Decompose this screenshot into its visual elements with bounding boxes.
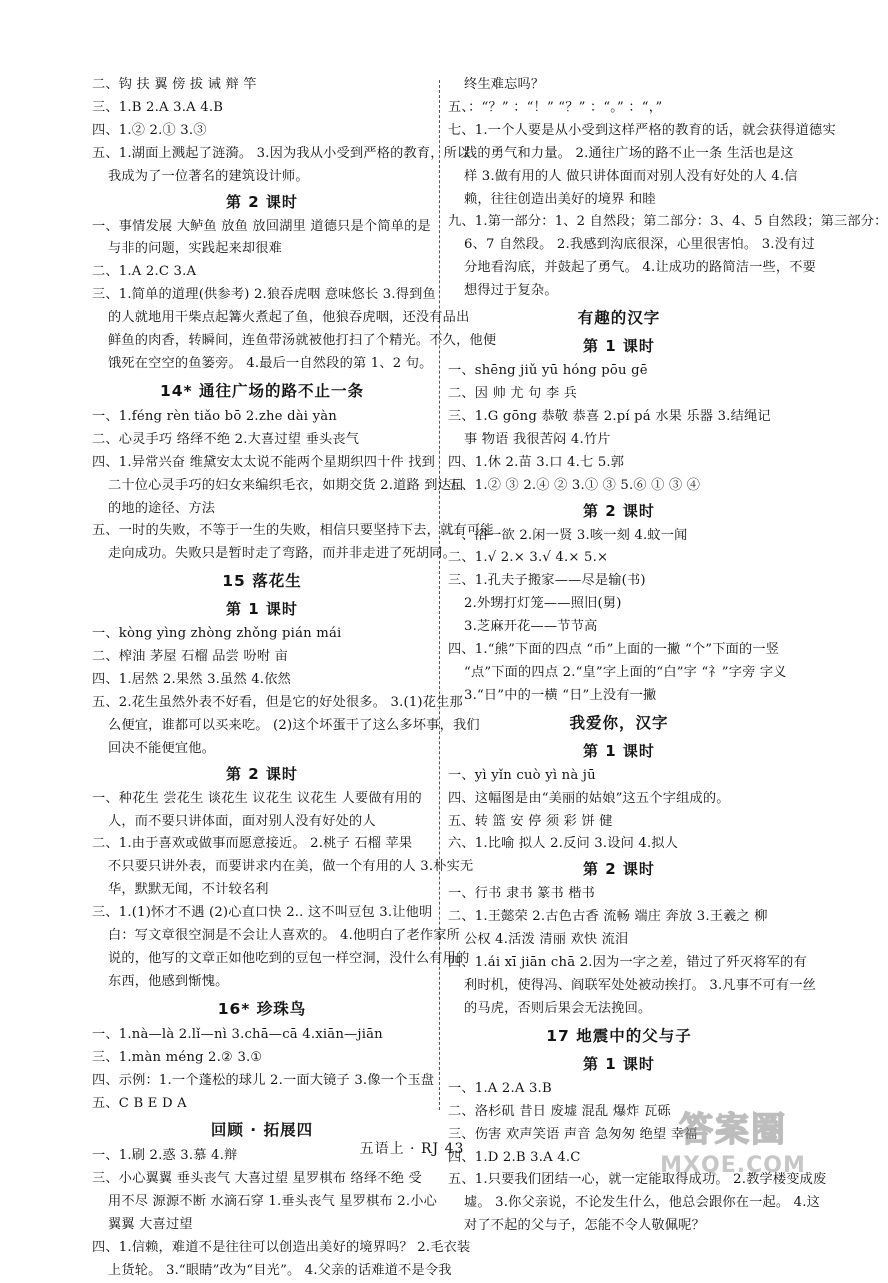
left-line-continued: 人，而不要只讲体面，面对别人没有好处的人: [108, 813, 376, 829]
watermark-logo: [658, 1108, 808, 1192]
right-line-continued: 对了不起的父与子，怎能不令人敬佩呢？: [464, 1218, 705, 1234]
left-line: 三、1.(1)怀才不遇 (2)心直口快 2.. 这不叫豆包 3.让他明: [92, 905, 433, 921]
right-section-heading: 第 2 课时: [583, 501, 655, 520]
right-line: 二、洛杉矶 昔日 废墟 混乱 爆炸 瓦砾: [448, 1103, 671, 1119]
left-line: 四、1.异常兴奋 维黛安太太说不能两个星期织四十件 找到: [92, 454, 436, 470]
watermark-top: 答案圈: [679, 1110, 787, 1150]
left-line-continued: 与非的问题，实践起来却很难: [108, 241, 283, 257]
left-line-continued: 饿死在空空的鱼篓旁。 4.最后一自然段的第 1、2 句。: [108, 355, 433, 371]
left-line: 三、小心翼翼 垂头丧气 大喜过望 星罗棋布 络绎不绝 受: [92, 1171, 422, 1187]
right-line: 二、1.王懿荣 2.古色古香 流畅 端庄 奔放 3.王羲之 柳: [448, 909, 768, 925]
left-line: 五、C B E D A: [92, 1095, 187, 1111]
right-line-continued: “点”下面的四点 2.“皇”字上面的“白”字 “礻”字旁 字义: [464, 664, 787, 680]
left-line: 一、kòng yìng zhòng zhǒng pián mái: [92, 626, 342, 642]
left-section-heading: 第 2 课时: [226, 192, 298, 211]
right-line: 二、1.√ 2.× 3.√ 4.× 5.×: [448, 550, 609, 566]
left-line: 五、2.花生虽然外表不好看，但是它的好处很多。 3.(1)花生那: [92, 694, 463, 710]
left-line: 二、1.由于喜欢或做事而愿意接近。 2.桃子 石榴 苹果: [92, 836, 413, 852]
left-line-continued: 用不尽 源源不断 水滴石穿 1.垂头丧气 星罗棋布 2.小心: [108, 1194, 438, 1210]
page-footer: 五语上 · RJ 43: [359, 1141, 465, 1157]
left-line-continued: 的地的途径、方法: [108, 500, 216, 516]
left-line-continued: 华，默默无闻，不计较名利: [108, 882, 269, 898]
right-lesson-title: 有趣的汉字: [577, 309, 661, 328]
right-line: 四、1.“熊”下面的四点 “币”上面的一撇 “个”下面的一竖: [448, 642, 780, 658]
left-line: 一、1.féng rèn tiǎo bō 2.zhe dài yàn: [92, 408, 337, 424]
left-line-continued: 翼翼 大喜过望: [108, 1217, 193, 1233]
right-line: 二、因 帅 尤 句 李 兵: [448, 385, 578, 401]
left-line: 三、1.简单的道理(供参考) 2.狼吞虎咽 意味悠长 3.得到鱼: [92, 287, 436, 303]
right-line: 一、yì yǐn cuò yì nà jū: [448, 767, 596, 783]
right-line-continued: 墟。 3.你父亲说，不论发生什么，他总会跟你在一起。 4.这: [464, 1195, 821, 1211]
left-lesson-title: 回顾 · 拓展四: [210, 1121, 314, 1140]
left-line: 五、1.湖面上溅起了涟漪。 3.因为我从小受到严格的教育，所以: [92, 145, 471, 161]
right-lesson-title: 我爱你，汉字: [569, 713, 669, 732]
left-line: 四、1.信赖，难道不是往往可以创造出美好的境界吗？ 2.毛衣装: [92, 1240, 471, 1256]
left-line: 二、榨油 茅屋 石榴 品尝 吩咐 亩: [92, 649, 288, 665]
right-line-continued: 3.“日”中的一横 “日”上没有一撇: [464, 687, 657, 703]
left-section-heading: 第 2 课时: [226, 764, 298, 783]
right-line-continued: 事 物语 我很苦闷 4.竹片: [464, 431, 611, 447]
left-line: 二、1.A 2.C 3.A: [92, 264, 197, 280]
left-column: [92, 74, 497, 1283]
right-line-continued: 公权 4.活泼 清丽 欢快 流泪: [464, 932, 629, 948]
right-line: 三、1.G gōng 恭敬 恭喜 2.pí pá 水果 乐器 3.结绳记: [448, 408, 771, 424]
right-line: 一、浴一欲 2.闲一贤 3.咳一刻 4.蚊一闻: [448, 527, 688, 543]
right-line-continued: 3.芝麻开花——节节高: [464, 619, 598, 635]
right-line: 九、1.第一部分：1、2 自然段；第二部分：3、4、5 自然段；第三部分：: [448, 214, 888, 230]
left-line: 二、钩 扶 翼 傍 拔 诫 辩 竿: [92, 77, 257, 92]
right-line: 一、1.A 2.A 3.B: [448, 1080, 552, 1096]
right-line: 六、1.比喻 拟人 2.反问 3.设问 4.拟人: [448, 836, 679, 852]
left-line-continued: 回决不能便宜他。: [108, 740, 216, 756]
left-line-continued: 的人就地用干柴点起篝火煮起了鱼，他狼吞虎咽，还没有品出: [108, 310, 470, 326]
left-line: 五、一时的失败，不等于一生的失败，相信只要坚持下去，就有可能: [92, 523, 494, 539]
left-line-continued: 么便宜，谁都可以买来吃。 (2)这个坏蛋干了这么多坏事，我们: [108, 717, 480, 733]
left-section-heading: 第 1 课时: [226, 600, 298, 619]
left-line: 四、示例：1.一个蓬松的球儿 2.一面大镜子 3.像一个玉盘: [92, 1072, 435, 1088]
right-line-continued: 终生难忘吗？: [464, 77, 545, 92]
right-line-continued: 2.外甥打灯笼——照旧(舅): [464, 596, 622, 612]
right-line: 七、1.一个人要是从小受到这样严格的教育的话，就会获得道德实: [448, 122, 836, 138]
right-line: 四、1.ái xī jiān chā 2.因为一字之差，错过了歼灭将军的有: [448, 955, 807, 971]
right-line-continued: 分地看沟底，并鼓起了勇气。 4.让成功的路简洁一些，不要: [464, 260, 817, 276]
left-line: 一、事情发展 大鲈鱼 放鱼 放回湖里 道德只是个简单的是: [92, 218, 431, 234]
left-line-continued: 白：写文章很空洞是不会让人喜欢的。 4.他明白了老作家所: [108, 928, 461, 944]
left-lesson-title: 14* 通往广场的路不止一条: [159, 381, 365, 400]
left-line: 一、种花生 尝花生 谈花生 议花生 议花生 人要做有用的: [92, 790, 422, 806]
right-lesson-title: 17 地震中的父与子: [546, 1026, 692, 1045]
right-section-heading: 第 1 课时: [583, 741, 655, 760]
left-line: 一、1.刷 2.惑 3.慕 4.辩: [92, 1148, 238, 1164]
right-line: 四、这幅图是由“美丽的姑娘”这五个字组成的。: [448, 790, 730, 806]
left-line-continued: 上货轮。 3.“眼睛”改为“目光”。 4.父亲的话难道不是令我: [108, 1262, 452, 1278]
left-line-continued: 二十位心灵手巧的妇女来编织毛衣，如期交货 2.道路 到达目: [108, 477, 465, 493]
left-line-continued: 走向成功。失败只是暂时走了弯路，而并非走进了死胡同。: [108, 546, 457, 562]
left-line-continued: 鲜鱼的肉香，转瞬间，连鱼带汤就被他打扫了个精光。不久，他便: [108, 333, 497, 349]
right-line-continued: 想得过于复杂。: [464, 283, 558, 299]
left-line: 四、1.② 2.① 3.③: [92, 122, 207, 138]
right-line-continued: 样 3.做有用的人 做只讲体面而对别人没有好处的人 4.信: [464, 168, 798, 184]
right-line-continued: 践的勇气和力量。 2.通往广场的路不止一条 生活也是这: [464, 145, 794, 161]
right-line: 四、1.休 2.苗 3.口 4.七 5.郭: [448, 454, 625, 470]
right-line-continued: 利时机，使得冯、阎联军处处被动挨打。 3.凡事不可有一丝: [464, 978, 817, 993]
watermark-bottom: MXQE.COM: [660, 1153, 806, 1178]
right-line: 五、1.② ③ 2.④ ② 3.① ③ 5.⑥ ① ③ ④: [448, 477, 701, 493]
left-line-continued: 东西，他感到惭愧。: [108, 973, 229, 989]
left-lesson-title: 15 落花生: [222, 572, 302, 591]
right-line: 一、shēng jiǔ yū hóng pōu gē: [448, 363, 648, 379]
right-line: 五、：“？” ：“！” “？” ：“。” ：“，”: [448, 99, 663, 115]
right-line-continued: 6、7 自然段。 2.我感到沟底很深，心里很害怕。 3.没有过: [464, 237, 815, 253]
right-line: 五、转 篮 安 停 须 彩 饼 健: [448, 813, 613, 829]
left-line-continued: 说的，他写的文章正如他吃到的豆包一样空洞，没什么有用的: [108, 951, 470, 966]
right-line-continued: 赖，往往创造出美好的境界 和睦: [464, 191, 656, 207]
left-line: 三、1.màn méng 2.② 3.①: [92, 1049, 263, 1065]
right-line: 五、1.只要我们团结一心，就一定能取得成功。 2.教学楼变成废: [448, 1172, 827, 1188]
left-line: 三、1.B 2.A 3.A 4.B: [92, 99, 224, 115]
right-line-continued: 的马虎，否则后果会无法挽回。: [464, 1000, 652, 1016]
left-line-continued: 不只要只讲外表，而要讲求内在美，做一个有用的人 3.朴实无: [108, 859, 474, 875]
right-line: 四、1.D 2.B 3.A 4.C: [448, 1149, 581, 1165]
left-line: 四、1.居然 2.果然 3.虽然 4.依然: [92, 672, 291, 688]
right-line: 一、行书 隶书 篆书 楷书: [448, 886, 596, 902]
left-line: 一、1.nà—là 2.lǐ—nì 3.chā—cā 4.xiān—jiān: [92, 1026, 383, 1042]
right-section-heading: 第 1 课时: [583, 1054, 655, 1073]
right-line: 三、伤害 欢声笑语 声音 急匆匆 绝望 幸福: [448, 1126, 698, 1142]
right-line: 三、1.孔夫子搬家——尽是输(书): [448, 573, 646, 589]
right-section-heading: 第 1 课时: [583, 337, 655, 356]
left-line-continued: 我成为了一位著名的建筑设计师。: [108, 168, 309, 184]
right-column: [448, 74, 888, 1238]
left-line: 二、心灵手巧 络绎不绝 2.大喜过望 垂头丧气: [92, 431, 360, 447]
left-lesson-title: 16* 珍珠鸟: [217, 999, 307, 1018]
right-section-heading: 第 2 课时: [583, 860, 655, 879]
